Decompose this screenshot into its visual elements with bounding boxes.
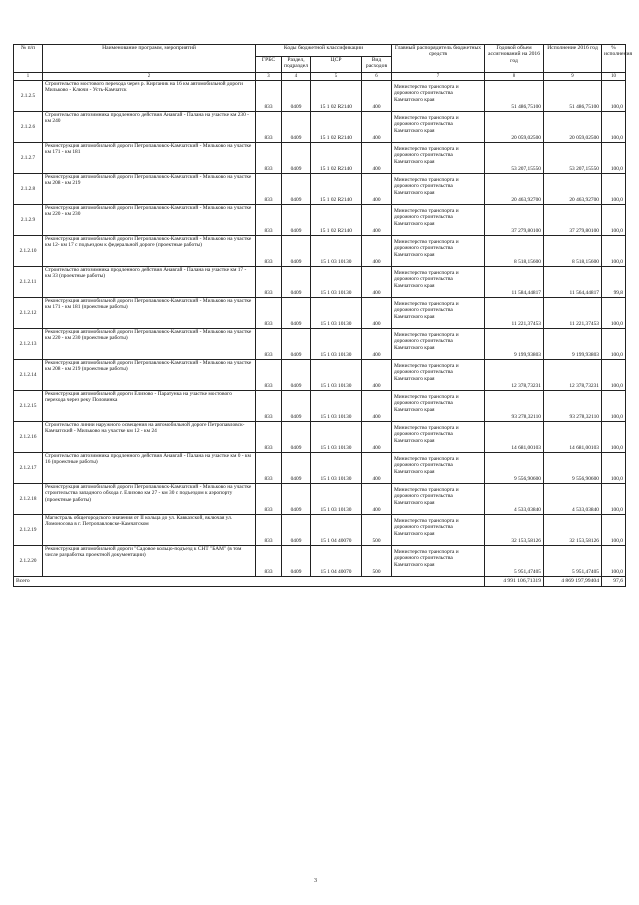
row-name: Реконструкция автомобильной дороги Петропавловск-Камчатский - Мильково на участке км 208 - км 219 (проектные работы): [43, 360, 256, 391]
row-grbs: 833: [256, 360, 282, 391]
row-name: Строительство автозимника продленного действия Анавгай - Палана на участке км 17 - км 33 (проектные работы): [43, 267, 256, 298]
row-csr: 15 1 03 10130: [311, 329, 362, 360]
row-percent: 100,0: [602, 422, 626, 453]
row-vid: 400: [362, 422, 392, 453]
row-csr: 15 1 03 10130: [311, 267, 362, 298]
col-number: 3: [256, 73, 282, 81]
row-vid: 400: [362, 81, 392, 112]
row-num: 2.1.2.15: [14, 391, 43, 422]
row-razdel: 0409: [282, 112, 311, 143]
row-executed: 93 278,32110: [544, 391, 602, 422]
total-row: [14, 577, 626, 587]
row-distributor: Министерство транспорта и дорожного строительства Камчатского края: [392, 484, 485, 515]
table-row: [14, 81, 626, 112]
row-num: 2.1.2.12: [14, 298, 43, 329]
row-name: Реконструкция автомобильной дороги Петропавловск-Камчатский - Мильково на участке строительства западного обхода г. Елизово км 27 - км 30 с подъездом к аэропорту (проектные работы): [43, 484, 256, 515]
header-name: Наименование программ, мероприятий: [43, 45, 256, 73]
row-name: Реконструкция автомобильной дороги Петропавловск-Камчатский - Мильково на участке км 220 - км 230 (проектные работы): [43, 329, 256, 360]
row-executed: 12 378,73231: [544, 360, 602, 391]
header-row-1: [14, 45, 626, 57]
row-grbs: 833: [256, 112, 282, 143]
row-vid: 400: [362, 360, 392, 391]
table-row: [14, 112, 626, 143]
row-csr: 15 1 02 R2140: [311, 205, 362, 236]
row-percent: 100,0: [602, 143, 626, 174]
row-vid: 500: [362, 515, 392, 546]
row-executed: 51 486,75100: [544, 81, 602, 112]
row-planned: 8 518,15600: [485, 236, 544, 267]
row-distributor: Министерство транспорта и дорожного строительства Камчатского края: [392, 81, 485, 112]
row-razdel: 0409: [282, 546, 311, 577]
row-razdel: 0409: [282, 484, 311, 515]
row-vid: 400: [362, 205, 392, 236]
row-name: Строительство автозимника продленного действия Анавгай - Палана на участке км 230 - км 240: [43, 112, 256, 143]
row-executed: 8 518,15600: [544, 236, 602, 267]
row-distributor: Министерство транспорта и дорожного строительства Камчатского края: [392, 391, 485, 422]
row-grbs: 833: [256, 546, 282, 577]
row-distributor: Министерство транспорта и дорожного строительства Камчатского края: [392, 329, 485, 360]
row-percent: 100,0: [602, 112, 626, 143]
row-razdel: 0409: [282, 205, 311, 236]
row-razdel: 0409: [282, 174, 311, 205]
row-grbs: 833: [256, 298, 282, 329]
row-executed: 11 564,44817: [544, 267, 602, 298]
row-executed: 20 059,02500: [544, 112, 602, 143]
total-executed: 4 869 197,99404: [544, 577, 602, 587]
row-num: 2.1.2.16: [14, 422, 43, 453]
table-row: [14, 298, 626, 329]
row-executed: 32 153,58126: [544, 515, 602, 546]
row-percent: 100,0: [602, 329, 626, 360]
table-row: [14, 267, 626, 298]
row-distributor: Министерство транспорта и дорожного строительства Камчатского края: [392, 205, 485, 236]
row-executed: 53 207,15550: [544, 143, 602, 174]
row-vid: 500: [362, 546, 392, 577]
row-percent: 100,0: [602, 360, 626, 391]
row-num: 2.1.2.19: [14, 515, 43, 546]
row-distributor: Министерство транспорта и дорожного строительства Камчатского края: [392, 453, 485, 484]
row-distributor: Министерство транспорта и дорожного строительства Камчатского края: [392, 515, 485, 546]
row-csr: 15 1 03 10130: [311, 236, 362, 267]
row-csr: 15 1 04 40070: [311, 515, 362, 546]
row-planned: 11 584,44817: [485, 267, 544, 298]
row-planned: 32 153,58126: [485, 515, 544, 546]
row-planned: 93 278,32110: [485, 391, 544, 422]
row-percent: 100,0: [602, 298, 626, 329]
col-number: 8: [485, 73, 544, 81]
table-row: [14, 515, 626, 546]
row-percent: 100,0: [602, 174, 626, 205]
row-name: Строительство линии наружного освещения на автомобильной дороге Петропавловск-Камчатский - Мильково на участке км 12 - км 24: [43, 422, 256, 453]
col-number: 2: [43, 73, 256, 81]
budget-table: [13, 44, 633, 587]
col-number: 4: [282, 73, 311, 81]
col-number: 5: [311, 73, 362, 81]
row-planned: 9 556,90600: [485, 453, 544, 484]
row-num: 2.1.2.17: [14, 453, 43, 484]
table-row: [14, 484, 626, 515]
row-vid: 400: [362, 112, 392, 143]
row-num: 2.1.2.14: [14, 360, 43, 391]
row-num: 2.1.2.9: [14, 205, 43, 236]
row-vid: 400: [362, 453, 392, 484]
row-name: Реконструкция автомобильной дороги "Садовое кольцо-подъезд к СНТ "БАМ" (в том числе разработка проектной документации): [43, 546, 256, 577]
row-percent: 100,0: [602, 484, 626, 515]
row-planned: 37 279,80100: [485, 205, 544, 236]
row-csr: 15 1 02 R2140: [311, 143, 362, 174]
table-row: [14, 422, 626, 453]
row-name: Реконструкция автомобильной дороги Петропавловск-Камчатский - Мильково на участке км 220 - км 230: [43, 205, 256, 236]
row-distributor: Министерство транспорта и дорожного строительства Камчатского края: [392, 236, 485, 267]
total-percent: 97,6: [602, 577, 626, 587]
row-planned: 20 059,02500: [485, 112, 544, 143]
row-grbs: 833: [256, 422, 282, 453]
row-percent: 100,0: [602, 391, 626, 422]
row-distributor: Министерство транспорта и дорожного строительства Камчатского края: [392, 422, 485, 453]
row-grbs: 833: [256, 453, 282, 484]
row-planned: 11 221,37453: [485, 298, 544, 329]
header-grbs: ГРБС: [256, 57, 282, 73]
total-planned: 4 991 106,71319: [485, 577, 544, 587]
row-vid: 400: [362, 391, 392, 422]
row-csr: 15 1 03 10130: [311, 453, 362, 484]
row-planned: 51 486,75100: [485, 81, 544, 112]
row-planned: 5 951,47405: [485, 546, 544, 577]
header-budget-group: Коды бюджетной классификации: [256, 45, 392, 57]
row-name: Реконструкция автомобильной дороги Петропавловск-Камчатский - Мильково на участке км 171 - км 181 (проектные работы): [43, 298, 256, 329]
row-num: 2.1.2.18: [14, 484, 43, 515]
row-executed: 20 463,92700: [544, 174, 602, 205]
row-planned: 4 533,03840: [485, 484, 544, 515]
page-number: 3: [314, 878, 317, 884]
row-razdel: 0409: [282, 143, 311, 174]
row-percent: 100,0: [602, 236, 626, 267]
row-vid: 400: [362, 484, 392, 515]
column-number-row: [14, 73, 626, 81]
row-num: 2.1.2.8: [14, 174, 43, 205]
row-vid: 400: [362, 298, 392, 329]
row-distributor: Министерство транспорта и дорожного строительства Камчатского края: [392, 112, 485, 143]
row-percent: 100,0: [602, 81, 626, 112]
row-distributor: Министерство транспорта и дорожного строительства Камчатского края: [392, 546, 485, 577]
row-num: 2.1.2.7: [14, 143, 43, 174]
row-csr: 15 1 03 10130: [311, 298, 362, 329]
row-planned: 14 681,00103: [485, 422, 544, 453]
table-row: [14, 360, 626, 391]
row-razdel: 0409: [282, 298, 311, 329]
row-grbs: 833: [256, 515, 282, 546]
row-grbs: 833: [256, 174, 282, 205]
row-name: Реконструкция автомобильной дороги Петропавловск-Камчатский - Мильково на участке км 208 - км 219: [43, 174, 256, 205]
row-planned: 20 463,92700: [485, 174, 544, 205]
row-csr: 15 1 03 10130: [311, 360, 362, 391]
row-csr: 15 1 03 10130: [311, 422, 362, 453]
col-number: 6: [362, 73, 392, 81]
row-distributor: Министерство транспорта и дорожного строительства Камчатского края: [392, 360, 485, 391]
row-num: 2.1.2.20: [14, 546, 43, 577]
row-razdel: 0409: [282, 81, 311, 112]
header-razdel: Раздел, подраздел: [282, 57, 311, 73]
row-grbs: 833: [256, 329, 282, 360]
row-num: 2.1.2.11: [14, 267, 43, 298]
row-vid: 400: [362, 329, 392, 360]
header-vid: Вид расходов: [362, 57, 392, 73]
table-row: [14, 236, 626, 267]
row-razdel: 0409: [282, 391, 311, 422]
row-percent: 100,0: [602, 546, 626, 577]
header-executed: Исполнение 2016 год: [544, 45, 602, 73]
row-vid: 400: [362, 143, 392, 174]
row-csr: 15 1 03 10130: [311, 484, 362, 515]
row-num: 2.1.2.5: [14, 81, 43, 112]
row-vid: 400: [362, 267, 392, 298]
col-number: 10: [602, 73, 626, 81]
header-planned: Годовой объем ассигнований на 2016 год: [485, 45, 544, 73]
table-row: [14, 205, 626, 236]
table-row: [14, 546, 626, 577]
row-name: Реконструкция автомобильной дороги Петропавловск-Камчатский - Мильково на участке км 171 - км 181: [43, 143, 256, 174]
col-number: 7: [392, 73, 485, 81]
row-percent: 99,8: [602, 267, 626, 298]
header-percent: % исполнения: [602, 45, 626, 73]
row-vid: 400: [362, 174, 392, 205]
table-row: [14, 391, 626, 422]
row-executed: 9 556,90600: [544, 453, 602, 484]
row-executed: 9 199,93803: [544, 329, 602, 360]
row-planned: 53 207,15550: [485, 143, 544, 174]
row-grbs: 833: [256, 267, 282, 298]
table-row: [14, 143, 626, 174]
row-csr: 15 1 02 R2140: [311, 112, 362, 143]
row-executed: 14 681,00103: [544, 422, 602, 453]
row-razdel: 0409: [282, 422, 311, 453]
table-row: [14, 453, 626, 484]
row-executed: 5 951,47405: [544, 546, 602, 577]
row-name: Магистраль общегородского значения от II кольца до ул. Кавказской, включая ул. Ломоносова в г. Петропавловске-Камчатском: [43, 515, 256, 546]
header-distributor: Главный распорядитель бюджетных средств: [392, 45, 485, 73]
row-planned: 12 378,73231: [485, 360, 544, 391]
row-grbs: 833: [256, 143, 282, 174]
row-name: Строительство мостового перехода через р. Кирганик на 16 км автомобильной дороги Мильково - Ключи - Усть-Камчатск: [43, 81, 256, 112]
row-distributor: Министерство транспорта и дорожного строительства Камчатского края: [392, 143, 485, 174]
row-executed: 4 533,03840: [544, 484, 602, 515]
row-name: Реконструкция автомобильной дороги Елизово - Паратунка на участке мостового перехода через реку Половинка: [43, 391, 256, 422]
total-label: Всего: [14, 577, 485, 587]
row-razdel: 0409: [282, 453, 311, 484]
row-distributor: Министерство транспорта и дорожного строительства Камчатского края: [392, 267, 485, 298]
header-csr: ЦСР: [311, 57, 362, 73]
table-row: [14, 174, 626, 205]
row-csr: 15 1 02 R2140: [311, 174, 362, 205]
row-name: Реконструкция автомобильной дороги Петропавловск-Камчатский - Мильково на участке км 12- км 17 с подъездом к федеральной дороге (проектные работы): [43, 236, 256, 267]
header-num: № п/п: [14, 45, 43, 73]
row-razdel: 0409: [282, 515, 311, 546]
row-grbs: 833: [256, 236, 282, 267]
row-num: 2.1.2.6: [14, 112, 43, 143]
row-num: 2.1.2.13: [14, 329, 43, 360]
row-grbs: 833: [256, 205, 282, 236]
row-percent: 100,0: [602, 515, 626, 546]
row-csr: 15 1 03 10130: [311, 391, 362, 422]
row-razdel: 0409: [282, 236, 311, 267]
row-percent: 100,0: [602, 453, 626, 484]
row-distributor: Министерство транспорта и дорожного строительства Камчатского края: [392, 174, 485, 205]
row-grbs: 833: [256, 484, 282, 515]
col-number: 1: [14, 73, 43, 81]
row-razdel: 0409: [282, 329, 311, 360]
row-grbs: 833: [256, 391, 282, 422]
row-razdel: 0409: [282, 267, 311, 298]
row-name: Строительство автозимника продленного действия Анавгай - Палана на участке км 0 - км 16 (проектные работы): [43, 453, 256, 484]
row-csr: 15 1 04 40070: [311, 546, 362, 577]
row-executed: 37 279,80100: [544, 205, 602, 236]
row-razdel: 0409: [282, 360, 311, 391]
row-executed: 11 221,37453: [544, 298, 602, 329]
table-row: [14, 329, 626, 360]
row-distributor: Министерство транспорта и дорожного строительства Камчатского края: [392, 298, 485, 329]
row-csr: 15 1 02 R2140: [311, 81, 362, 112]
row-vid: 400: [362, 236, 392, 267]
row-planned: 9 199,93803: [485, 329, 544, 360]
row-num: 2.1.2.10: [14, 236, 43, 267]
col-number: 9: [544, 73, 602, 81]
row-grbs: 833: [256, 81, 282, 112]
row-percent: 100,0: [602, 205, 626, 236]
